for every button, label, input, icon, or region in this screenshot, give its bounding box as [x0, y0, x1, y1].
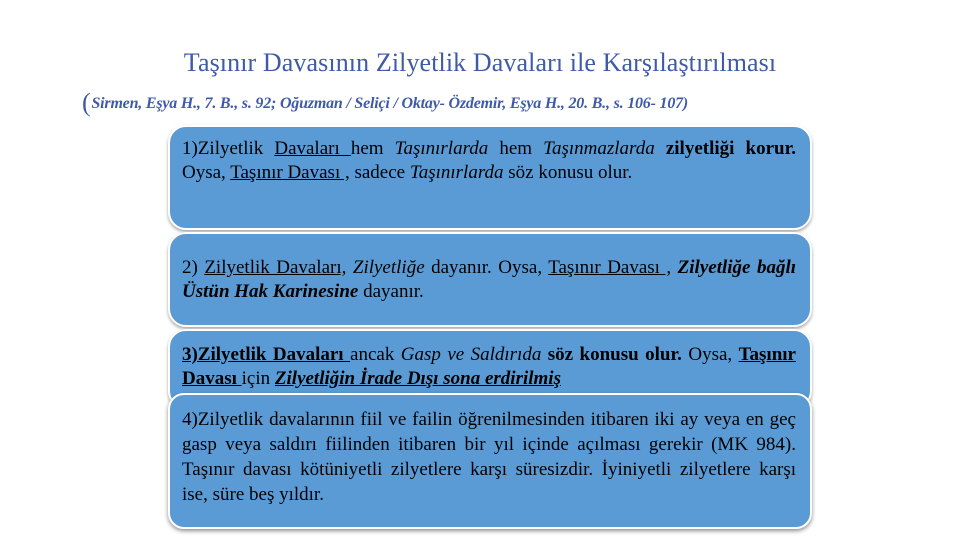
- box-1-segment: söz konusu olur.: [503, 162, 633, 183]
- comparison-box-4: [168, 393, 812, 529]
- comparison-box-2: [168, 232, 812, 327]
- box-1-segment: Taşınır Davası ,: [230, 162, 350, 183]
- box-2-segment: Taşınır Davası ,: [548, 257, 672, 278]
- box-3-text: [182, 343, 796, 391]
- box-1-segment: hem: [350, 138, 395, 159]
- box-3-segment: Taşınır Davası: [182, 344, 796, 389]
- box-2-segment: Zilyetliğe bağlı Üstün Hak Karinesine: [182, 257, 797, 302]
- box-3-segment: ancak: [350, 344, 401, 365]
- box-1-text: [182, 137, 796, 185]
- box-1-segment: Oysa,: [182, 162, 231, 183]
- box-1-segment: Taşınırlarda: [394, 138, 489, 159]
- box-2-segment: Zilyetlik Davaları,: [204, 257, 347, 278]
- box-4-text: 4)Zilyetlik davalarının fiil ve failin öğrenilmesinden itibaren iki ay veya en geç gasp veya saldırı fiilinden itibaren bir yıl içinde açılması gerekir (MK 984). Taşınır davası kötüniyetli zilyetlere karşı süresizdir. İyiniyetli zilyetlere karşı ise, süre beş yıldır.: [182, 409, 796, 505]
- box-3-segment: Oysa,: [681, 344, 739, 365]
- box-2-segment: Zilyetliğe: [352, 257, 425, 278]
- subtitle-open-paren: (: [82, 88, 91, 117]
- box-1-segment: hem: [488, 138, 544, 159]
- box-2-segment: dayanır: [424, 257, 488, 278]
- box-3-segment: Zilyetliğin İrade Dışı sona erdirilmiş: [274, 368, 561, 389]
- box-1-segment: Taşınırlarda: [409, 162, 504, 183]
- box-3-segment: Gasp ve Saldırıda: [400, 344, 542, 365]
- slide-title: Taşınır Davasının Zilyetlik Davaları ile Karşılaştırılması: [183, 48, 777, 77]
- box-3-segment: için: [241, 368, 275, 389]
- box-1-segment: 1)Zilyetlik: [182, 138, 275, 159]
- box-2-segment: 2): [182, 257, 205, 278]
- box-1-segment: Davaları: [274, 138, 351, 159]
- box-2-text: [182, 256, 796, 304]
- box-1-segment: sadece: [349, 162, 410, 183]
- comparison-box-1: [168, 125, 812, 230]
- slide-subtitle: [82, 88, 882, 118]
- subtitle-citation: Sirmen, Eşya H., 7. B., s. 92; Oğuzman / Seliçi / Oktay- Özdemir, Eşya H., 20. B., s. 106- 107): [91, 95, 689, 112]
- box-2-segment: . Oysa,: [487, 257, 549, 278]
- box-3-segment: söz konusu olur.: [541, 344, 682, 365]
- box-1-segment: Taşınmazlarda: [543, 138, 655, 159]
- box-1-segment: zilyetliği korur.: [654, 138, 797, 159]
- box-2-segment: dayanır.: [358, 281, 424, 302]
- box-3-segment: 3)Zilyetlik Davaları: [182, 344, 351, 365]
